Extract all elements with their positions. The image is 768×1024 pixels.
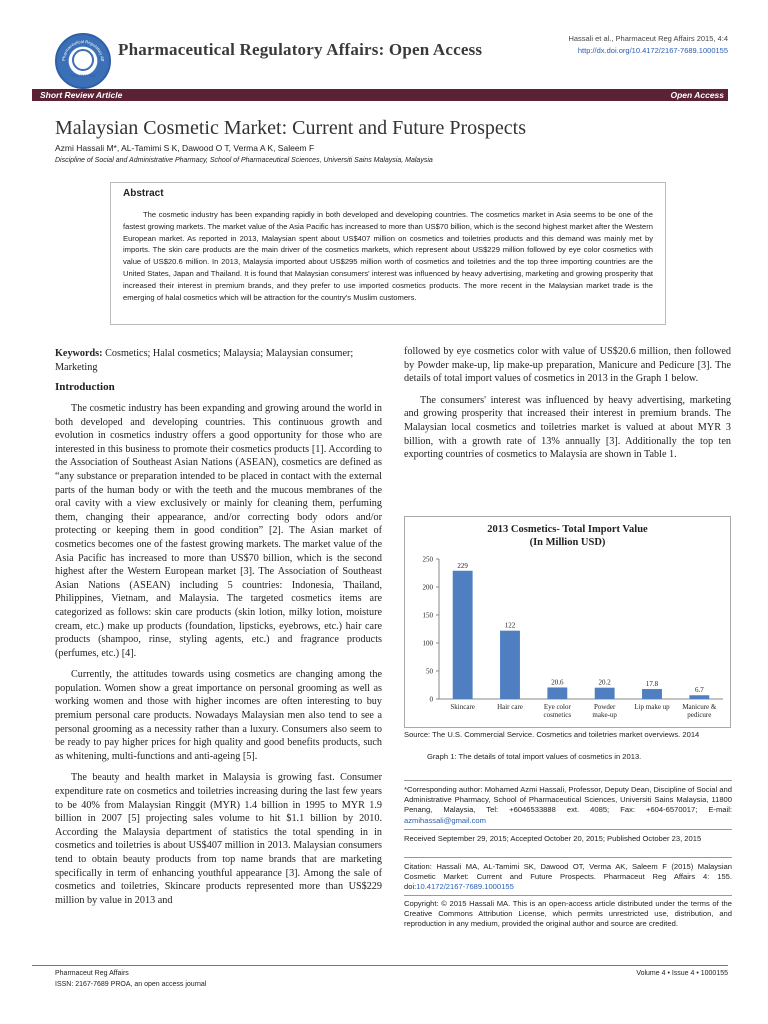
introduction-heading: Introduction [55, 381, 115, 393]
left-column [55, 402, 382, 915]
keywords [55, 347, 382, 374]
abstract-box [110, 182, 666, 325]
intro-paragraph-1: The cosmetic industry has been expanding and growing around the world in both developed and developing countries. This continuous growth and evolution in cosmetics industry offers a good opportunity for those who are interested in this business to promote their cosmetics products [1]. According to the Association of Southeast Asian Nations (ASEAN), cosmetics are defined as “any substance or preparation intended to be placed in contact with the external parts of the human body or with the teeth and the mucous membranes of the oral cavity with a view exclusively or mainly for cleaning them, perfuming them, changing their appearance, and/or correcting body odors and/or protecting or keeping them in good condition” [2]. The Asian market of cosmetics becomes one of the fastest growing markets. The market value of the Asia Pacific has increased to more than US$70 billion, which is the second highest after the Western European market [3]. The Association of Southeast Asian Nations (ASEAN) including 5 countries: Indonesia, Thailand, Philippines, Vietnam, and Malaysia. The targeted cosmetics items are categorized as follows: skin care products (skin lotion, milky lotion, moisture cream, etc.) make up products (foundation, lipsticks, eyebrows, etc.) hair care products (shampoo, rinse, styling agents, etc.) and fragrance products (perfumes, etc.) [4]. [55, 403, 382, 659]
article-title: Malaysian Cosmetic Market: Current and Future Prospects [55, 117, 527, 139]
data-label: 6.7 [694, 686, 704, 695]
keywords-text: Cosmetics; Halal cosmetics; Malaysia; Malaysian consumer; Marketing [55, 348, 354, 373]
x-tick-label: Hair care [497, 703, 523, 711]
article-type-label: Short Review Article [40, 90, 123, 100]
abstract-text: The cosmetic industry has been expanding rapidly in both developed and developing countries. The cosmetics market in Asia seems to be one of the fastest growing markets. The market value of the Asia Pacific has increased to more than US$70 billion, which is the second highest market after the Western European market. As reported in 2013, Malaysian spent about US$407 million on cosmetics and toiletries products and this demand was mainly met by imports. The skin care products are the main driver of the cosmetics markets, which represent about US$229 million followed by eye color cosmetics with value of US$20.6 million. In 2013, Malaysia imported about US$295 million worth of cosmetics and toiletries and the top three importing countries are the United States, Japan and Thailand. It is found that Malaysian consumers' interest was influenced by heavy advertising, marketing and growing prosperity that increased their interest in premium brands, and they prefer to use imported cosmetics products. The more recent in the Malaysian market trade is the emerging of halal cosmetics which will be attraction for the country's Muslim customers. [123, 210, 653, 302]
corresponding-author [404, 785, 732, 826]
chart-subtitle: (In Million USD) [529, 537, 606, 548]
data-label: 17.8 [645, 680, 659, 689]
data-label: 20.2 [598, 678, 611, 687]
dates: Received September 29, 2015; Accepted October 20, 2015; Published October 23, 2015 [404, 834, 702, 843]
data-label: 229 [457, 561, 468, 570]
x-tick-label: Manicure & [682, 703, 717, 711]
y-tick-label: 100 [422, 639, 433, 648]
bar-2 [500, 631, 520, 699]
figure-source: Source: The U.S. Commercial Service. Cosmetics and toiletries market overviews. 2014 [404, 730, 700, 739]
abstract-heading: Abstract [123, 188, 164, 199]
x-tick-label: Eye color [543, 703, 571, 711]
y-tick-label: 200 [422, 583, 433, 592]
right-column [404, 345, 731, 470]
corresponding-text: *Corresponding author: Mohamed Azmi Hassali, Professor, Deputy Dean, Discipline of Social and Administrative Pharmacy, School of Pharmaceutical Sciences, Universiti Sains Malaysia, 11800 Penang, Malaysia, Tel: +6046533888 ext. 4085; Fax: +604-6570017; E-mail: [404, 785, 732, 815]
logo-ring-text [55, 33, 111, 89]
footer-issn: ISSN: 2167-7689 PROA, an open access journal [55, 981, 207, 988]
divider [404, 895, 732, 896]
y-tick-label: 0 [429, 695, 433, 704]
x-tick-label: Powder [593, 703, 616, 711]
citation-text: Citation: Hassali MA, AL-Tamimi SK, Dawood OT, Verma AK, Saleem F (2015) Malaysian Cosmetic Market: Current and Future Prospects. Pharmaceut Reg Affairs 4: 155. doi: [404, 862, 732, 892]
y-tick-label: 150 [422, 611, 433, 620]
chart-title-line: 2013 Cosmetics- Total Import Value [487, 524, 648, 535]
svg-text:Pharmaceutical Regulatory Affa: Pharmaceutical Regulatory Aff [60, 38, 106, 62]
svg-text:ISSN: 2167-7689: ISSN: 2167-7689 [69, 74, 97, 78]
citation [404, 862, 732, 893]
journal-title: Pharmaceutical Regulatory Affairs: Open Access [118, 40, 483, 59]
right-paragraph-2: The consumers' interest was influenced by heavy advertising, marketing and growing prosperity that increased their interest in premium brands. The Malaysian local cosmetics and toiletries market is valued at about MYR 3 billion, with a growth rate of 13% annually [3]. Additionally the top ten exporting countries of cosmetics to Malaysia are shown in Table 1. [404, 394, 731, 461]
intro-paragraph-3: The beauty and health market in Malaysia is growing fast. Consumer expenditure rate on cosmetics and toiletries increasing during the last few years to be 40% from Malaysian Ringgit (MYR) 1.4 billion in 1995 to MYR 1.9 billion in 2007 [5] projecting sales volume to hit $1.1 billion by 2010. According the Malaysia department of statistics the total spending in in cosmetics and toiletries is about US$407 million in 2013. Malaysian consumers tend to obtain beauty products from top name brands that are marketing specifically in term of enhancing youthful appearance [3]. Among the sale of cosmetics and toiletries, Skincare products represented more than US$229 million by value in 2013 and [55, 772, 382, 906]
x-tick-label: make-up [592, 711, 617, 719]
article-type-band [32, 89, 728, 101]
bar-4 [595, 688, 615, 699]
bar-1 [453, 571, 473, 699]
x-tick-label: Skincare [450, 703, 475, 711]
data-label: 20.6 [551, 678, 564, 687]
citation-header [548, 33, 728, 57]
x-tick-label: pedicure [687, 711, 712, 719]
copyright: Copyright: © 2015 Hassali MA. This is an open-access article distributed under the terms of the Creative Commons Attribution License, which permits unrestricted use, distribution, and reproduction in any medium, provided the original author and source are credited. [404, 899, 732, 929]
intro-paragraph-2: Currently, the attitudes towards using cosmetics are changing among the population. Women show a great importance on personal grooming as well as working women and those with higher incomes are often interesting to buy premium personal care products. Nowadays Malaysian men also tend to see a personal grooming as a necessity rather than a luxury. Consumers also seem to be ready to pay higher prices for high quality and good benefits products, such as whitening, multi-functions and anti-ageing [5]. [55, 669, 382, 762]
footer-volume: Volume 4 • Issue 4 • 1000155 [636, 970, 728, 977]
open-access-label: Open Access [670, 90, 724, 100]
x-tick-label: Lip make up [634, 703, 670, 711]
figure-caption: Graph 1: The details of total import values of cosmetics in 2013. [427, 752, 642, 761]
keywords-label: Keywords: [55, 348, 103, 359]
doi-link[interactable]: http://dx.doi.org/10.4172/2167-7689.1000155 [577, 46, 728, 55]
bar-5 [642, 689, 662, 699]
footer-rule [32, 965, 728, 966]
y-tick-label: 250 [422, 555, 433, 564]
divider [404, 857, 732, 858]
x-tick-label: cosmetics [543, 711, 572, 719]
author-list: Azmi Hassali M*, AL-Tamimi S K, Dawood O T, Verma A K, Saleem F [55, 143, 315, 153]
affiliation: Discipline of Social and Administrative Pharmacy, School of Pharmaceutical Sciences, Universiti Sains Malaysia, Malaysia [55, 157, 433, 164]
bar-3 [547, 687, 567, 699]
email-link[interactable]: azmihassali@gmail.com [404, 815, 486, 825]
journal-logo [55, 33, 111, 89]
data-label: 122 [504, 621, 516, 630]
y-tick-label: 50 [426, 667, 433, 676]
right-paragraph-1: followed by eye cosmetics color with value of US$20.6 million, then followed by Powder make-up, lip make-up preparation, Manicure and Pedicure [3]. The details of total import values of cosmetics in 2013 in the Graph 1 below. [404, 346, 731, 385]
chart-plot [405, 517, 730, 727]
bar-6 [689, 695, 709, 699]
footer-journal: Pharmaceut Reg Affairs [55, 970, 129, 977]
divider [404, 780, 732, 781]
cite-line: Hassali et al., Pharmaceut Reg Affairs 2015, 4:4 [568, 34, 728, 43]
citation-doi-link[interactable]: 10.4172/2167-7689.1000155 [416, 882, 514, 892]
import-value-chart [404, 516, 731, 728]
divider [404, 829, 732, 830]
